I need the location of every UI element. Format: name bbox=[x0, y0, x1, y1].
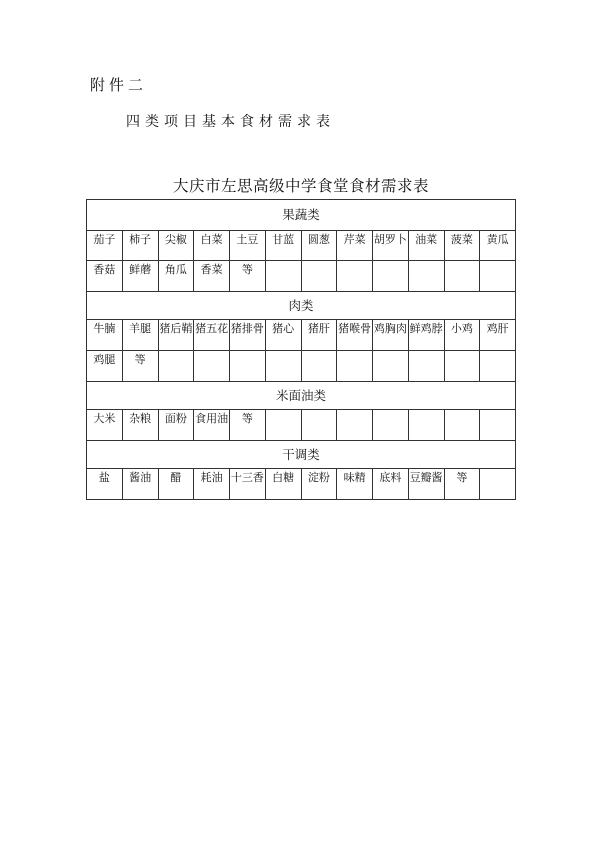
table-row bbox=[87, 320, 516, 351]
ingredient-cell: 柿子 bbox=[122, 231, 158, 261]
ingredient-cell: 等 bbox=[444, 469, 480, 500]
ingredient-cell bbox=[301, 261, 337, 292]
ingredient-cell: 香菜 bbox=[194, 261, 230, 292]
table-row bbox=[87, 410, 516, 441]
table-row bbox=[87, 351, 516, 382]
ingredient-cell: 圆葱 bbox=[301, 231, 337, 261]
ingredient-cell: 猪五花 bbox=[194, 320, 230, 351]
ingredient-cell bbox=[265, 351, 301, 382]
ingredient-cell: 等 bbox=[230, 410, 266, 441]
category-header-row bbox=[87, 382, 516, 410]
ingredient-cell: 盐 bbox=[87, 469, 123, 500]
ingredient-cell: 等 bbox=[230, 261, 266, 292]
ingredient-cell: 猪肝 bbox=[301, 320, 337, 351]
ingredient-cell: 面粉 bbox=[158, 410, 194, 441]
table-row bbox=[87, 261, 516, 292]
ingredient-cell bbox=[265, 261, 301, 292]
document-subtitle: 四类项目基本食材需求表 bbox=[126, 114, 335, 130]
ingredient-cell: 十三香 bbox=[230, 469, 266, 500]
attachment-label: 附件二 bbox=[90, 76, 148, 94]
ingredient-cell bbox=[444, 410, 480, 441]
table-body bbox=[87, 200, 516, 500]
ingredient-cell: 油菜 bbox=[408, 231, 444, 261]
ingredient-cell bbox=[301, 410, 337, 441]
ingredient-cell: 酱油 bbox=[122, 469, 158, 500]
ingredient-cell: 猪排骨 bbox=[230, 320, 266, 351]
category-name: 肉类 bbox=[87, 292, 516, 320]
ingredient-cell bbox=[158, 351, 194, 382]
ingredient-cell: 豆瓣酱 bbox=[408, 469, 444, 500]
ingredient-cell bbox=[480, 351, 516, 382]
ingredient-cell bbox=[373, 351, 409, 382]
ingredient-cell: 土豆 bbox=[230, 231, 266, 261]
food-requirement-table bbox=[86, 199, 516, 500]
ingredient-cell: 杂粮 bbox=[122, 410, 158, 441]
ingredient-cell bbox=[337, 351, 373, 382]
ingredient-cell: 底料 bbox=[373, 469, 409, 500]
ingredient-cell bbox=[444, 351, 480, 382]
ingredient-cell bbox=[408, 351, 444, 382]
table-title: 大庆市左思高级中学食堂食材需求表 bbox=[172, 177, 429, 195]
ingredient-cell: 猪心 bbox=[265, 320, 301, 351]
table-row bbox=[87, 231, 516, 261]
ingredient-cell: 菠菜 bbox=[444, 231, 480, 261]
ingredient-cell: 等 bbox=[122, 351, 158, 382]
ingredient-cell: 茄子 bbox=[87, 231, 123, 261]
table-row bbox=[87, 469, 516, 500]
ingredient-cell bbox=[480, 261, 516, 292]
ingredient-cell bbox=[194, 351, 230, 382]
ingredient-cell: 小鸡 bbox=[444, 320, 480, 351]
ingredient-cell bbox=[265, 410, 301, 441]
ingredient-cell bbox=[480, 469, 516, 500]
ingredient-cell bbox=[373, 261, 409, 292]
ingredient-cell: 羊腿 bbox=[122, 320, 158, 351]
ingredient-cell bbox=[408, 410, 444, 441]
ingredient-cell: 胡罗卜 bbox=[373, 231, 409, 261]
ingredient-cell: 淀粉 bbox=[301, 469, 337, 500]
ingredient-cell bbox=[373, 410, 409, 441]
ingredient-cell: 食用油 bbox=[194, 410, 230, 441]
category-header-row bbox=[87, 441, 516, 469]
category-name: 干调类 bbox=[87, 441, 516, 469]
ingredient-cell: 鸡胸肉 bbox=[373, 320, 409, 351]
ingredient-cell: 香菇 bbox=[87, 261, 123, 292]
ingredient-cell: 甘蓝 bbox=[265, 231, 301, 261]
ingredient-cell: 鸡腿 bbox=[87, 351, 123, 382]
ingredient-cell: 鲜蘑 bbox=[122, 261, 158, 292]
ingredient-cell bbox=[301, 351, 337, 382]
ingredient-cell: 鸡肝 bbox=[480, 320, 516, 351]
ingredient-cell: 猪喉骨 bbox=[337, 320, 373, 351]
category-name: 米面油类 bbox=[87, 382, 516, 410]
category-header-row bbox=[87, 200, 516, 231]
ingredient-cell: 白糖 bbox=[265, 469, 301, 500]
ingredient-cell bbox=[480, 410, 516, 441]
ingredient-cell bbox=[230, 351, 266, 382]
ingredient-cell: 醋 bbox=[158, 469, 194, 500]
category-name: 果蔬类 bbox=[87, 200, 516, 231]
ingredient-cell: 黄瓜 bbox=[480, 231, 516, 261]
ingredient-cell bbox=[444, 261, 480, 292]
category-header-row bbox=[87, 292, 516, 320]
ingredient-cell: 猪后鞘 bbox=[158, 320, 194, 351]
ingredient-cell: 耗油 bbox=[194, 469, 230, 500]
ingredient-cell: 味精 bbox=[337, 469, 373, 500]
ingredient-cell bbox=[337, 261, 373, 292]
ingredient-cell: 鲜鸡脖 bbox=[408, 320, 444, 351]
ingredient-cell: 芹菜 bbox=[337, 231, 373, 261]
ingredient-cell: 白菜 bbox=[194, 231, 230, 261]
ingredient-cell: 大米 bbox=[87, 410, 123, 441]
ingredient-cell: 尖椒 bbox=[158, 231, 194, 261]
ingredient-cell bbox=[337, 410, 373, 441]
ingredient-cell: 牛腩 bbox=[87, 320, 123, 351]
ingredient-cell: 角瓜 bbox=[158, 261, 194, 292]
ingredient-cell bbox=[408, 261, 444, 292]
